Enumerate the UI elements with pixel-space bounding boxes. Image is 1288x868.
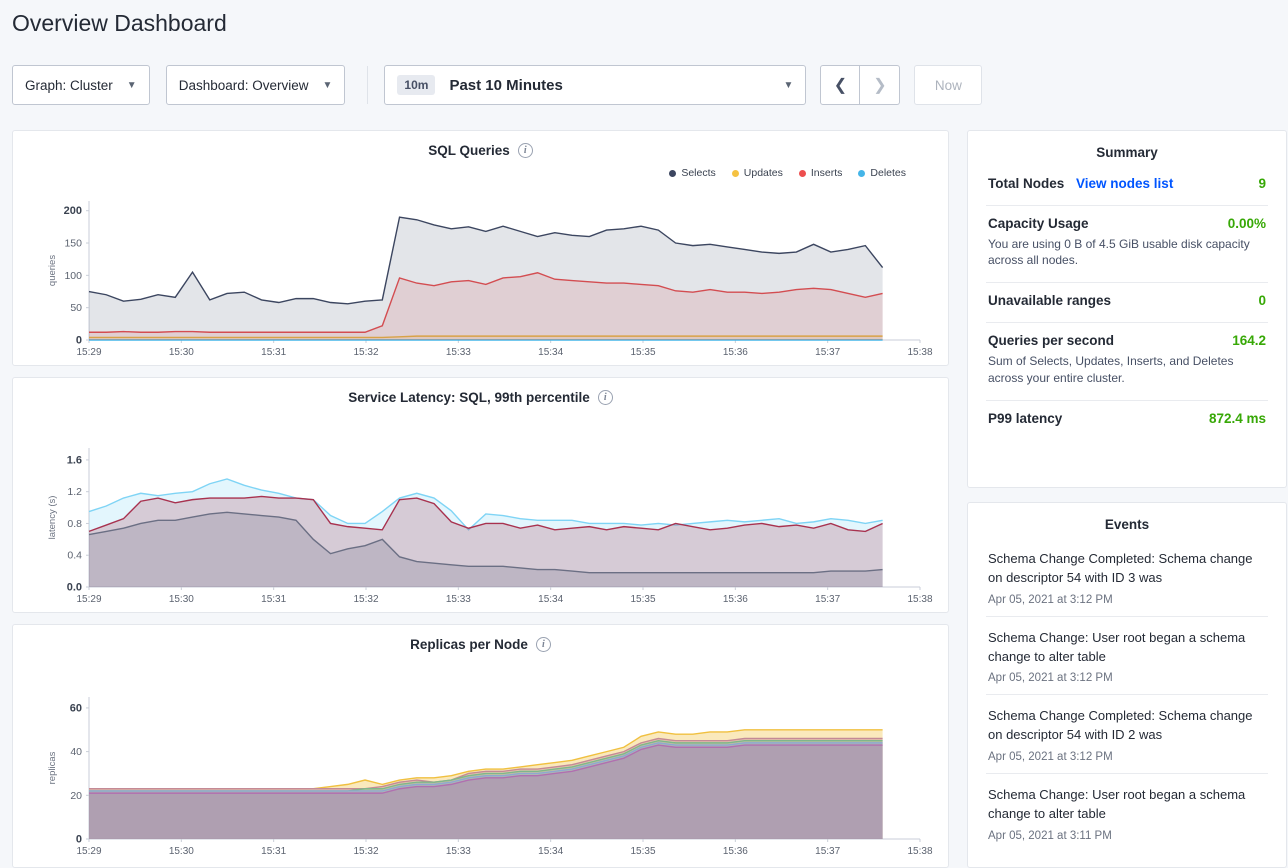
svg-text:15:35: 15:35 [630, 347, 656, 358]
svg-text:15:37: 15:37 [815, 347, 841, 358]
legend-item-inserts[interactable] [799, 167, 843, 179]
chevron-down-icon: ▼ [126, 79, 137, 91]
summary-row-total-nodes [968, 166, 1286, 197]
now-button-label: Now [934, 77, 962, 93]
svg-text:200: 200 [63, 205, 82, 218]
legend-color-swatch [858, 170, 865, 177]
svg-text:15:33: 15:33 [445, 594, 471, 605]
legend-color-swatch [799, 170, 806, 177]
svg-text:15:30: 15:30 [168, 347, 194, 358]
svg-text:1.6: 1.6 [66, 454, 82, 467]
time-range-label: Past 10 Minutes [449, 76, 563, 94]
summary-row-value: 0.00% [1227, 216, 1266, 231]
svg-text:15:36: 15:36 [722, 594, 748, 605]
chart-title-text: Replicas per Node [410, 637, 528, 652]
info-icon[interactable]: i [598, 390, 613, 405]
event-timestamp: Apr 05, 2021 at 3:11 PM [988, 829, 1112, 842]
page-title: Overview Dashboard [12, 10, 227, 36]
list-item[interactable] [968, 538, 1286, 616]
chart-title-sql-queries [13, 131, 948, 158]
svg-text:40: 40 [70, 746, 82, 759]
svg-text:15:35: 15:35 [630, 594, 656, 605]
info-icon[interactable]: i [536, 637, 551, 652]
svg-text:15:38: 15:38 [907, 347, 933, 358]
event-timestamp: Apr 05, 2021 at 3:12 PM [988, 593, 1113, 606]
svg-text:15:35: 15:35 [630, 846, 656, 857]
legend-color-swatch [669, 170, 676, 177]
legend-item-selects[interactable] [669, 167, 715, 179]
chevron-down-icon: ▼ [783, 79, 794, 91]
graph-select[interactable] [12, 65, 150, 105]
summary-row-p99-latency [968, 401, 1286, 432]
chart-legend-sql-queries [669, 167, 906, 179]
chevron-down-icon: ▼ [322, 79, 333, 91]
svg-text:15:32: 15:32 [353, 347, 379, 358]
now-button[interactable] [914, 65, 982, 105]
graph-select-label: Graph: Cluster [25, 77, 113, 93]
summary-panel [967, 130, 1287, 488]
summary-row-unavailable-ranges [968, 283, 1286, 314]
chart-card-service-latency [12, 377, 949, 613]
events-title: Events [1104, 517, 1150, 532]
event-timestamp: Apr 05, 2021 at 3:12 PM [988, 672, 1113, 685]
list-item[interactable] [968, 774, 1286, 852]
svg-text:replicas: replicas [47, 751, 58, 785]
summary-row-label: Capacity Usage [988, 216, 1089, 231]
svg-text:15:36: 15:36 [722, 846, 748, 857]
svg-text:15:38: 15:38 [907, 846, 933, 857]
legend-label: Deletes [870, 167, 906, 179]
svg-text:15:33: 15:33 [445, 347, 471, 358]
svg-text:20: 20 [70, 789, 82, 802]
chart-title-service-latency [13, 378, 948, 405]
summary-row-sub: Sum of Selects, Updates, Inserts, and Deletes across your entire cluster. [988, 354, 1234, 385]
svg-text:15:33: 15:33 [445, 846, 471, 857]
svg-text:1.2: 1.2 [67, 486, 82, 499]
toolbar [0, 60, 1288, 110]
info-icon[interactable]: i [518, 143, 533, 158]
svg-text:15:34: 15:34 [538, 347, 564, 358]
chart-plot-service-latency[interactable] [13, 436, 950, 611]
summary-title: Summary [1096, 145, 1158, 160]
svg-text:15:30: 15:30 [168, 594, 194, 605]
time-range-badge: 10m [397, 75, 435, 95]
summary-row-value: 0 [1258, 293, 1266, 309]
summary-row-sub: You are using 0 B of 4.5 GiB usable disk capacity across all nodes. [988, 237, 1250, 268]
summary-row-label: Queries per second [988, 333, 1115, 349]
prev-range-button[interactable]: ❮ [820, 65, 860, 105]
svg-text:100: 100 [64, 269, 82, 282]
summary-row-value: 9 [1258, 176, 1266, 191]
time-range-picker[interactable] [384, 65, 806, 105]
svg-text:15:32: 15:32 [353, 594, 379, 605]
legend-color-swatch [732, 170, 739, 177]
svg-text:0.4: 0.4 [67, 549, 82, 562]
chart-title-text: SQL Queries [428, 143, 510, 158]
legend-label: Selects [681, 167, 716, 179]
svg-text:50: 50 [70, 302, 82, 315]
chart-card-replicas-per-node [12, 624, 949, 868]
svg-text:0: 0 [75, 833, 82, 846]
svg-text:60: 60 [69, 702, 82, 715]
svg-text:15:34: 15:34 [538, 594, 564, 605]
svg-text:15:38: 15:38 [907, 594, 933, 605]
summary-row-queries-per-second [968, 323, 1286, 391]
list-item[interactable] [968, 695, 1286, 773]
chart-card-sql-queries [12, 130, 949, 366]
dashboard-select-label: Dashboard: Overview [178, 77, 309, 93]
legend-label: Inserts [810, 167, 843, 179]
svg-text:latency (s): latency (s) [47, 495, 58, 540]
chart-plot-sql-queries[interactable] [13, 189, 950, 364]
svg-text:15:32: 15:32 [353, 846, 379, 857]
legend-item-deletes[interactable] [858, 167, 906, 179]
list-item[interactable] [968, 617, 1286, 695]
event-text: Schema Change: User root began a schema change to alter table [988, 629, 1246, 664]
view-nodes-list-link[interactable]: View nodes list [1076, 176, 1174, 191]
legend-label: Updates [743, 167, 783, 179]
svg-text:0.8: 0.8 [67, 517, 82, 530]
svg-text:0: 0 [75, 334, 82, 347]
summary-row-label: P99 latency [988, 410, 1063, 426]
svg-text:15:29: 15:29 [76, 846, 102, 857]
event-text: Schema Change Completed: Schema change on descriptor 54 with ID 2 was [988, 708, 1253, 743]
svg-text:15:30: 15:30 [168, 846, 194, 857]
event-timestamp: Apr 05, 2021 at 3:12 PM [988, 751, 1113, 764]
svg-text:15:36: 15:36 [722, 347, 748, 358]
next-range-button[interactable]: ❯ [860, 65, 900, 105]
events-panel [967, 502, 1287, 868]
chart-title-replicas-per-node [13, 625, 948, 652]
dashboard-select[interactable] [166, 65, 346, 105]
svg-text:queries: queries [47, 254, 58, 287]
svg-text:15:29: 15:29 [76, 594, 102, 605]
chart-title-text: Service Latency: SQL, 99th percentile [348, 390, 590, 405]
event-text: Schema Change: User root began a schema change to alter table [988, 787, 1246, 821]
summary-row-value: 164.2 [1232, 333, 1266, 349]
svg-text:15:37: 15:37 [815, 846, 841, 857]
chart-plot-replicas-per-node[interactable] [13, 683, 950, 863]
time-nav-buttons [820, 65, 900, 105]
summary-row-capacity-usage [968, 206, 1286, 274]
summary-row-value: 872.4 ms [1208, 410, 1266, 426]
svg-text:15:31: 15:31 [261, 594, 287, 605]
svg-text:15:34: 15:34 [538, 846, 564, 857]
summary-row-label: Total Nodes [988, 176, 1065, 191]
svg-text:150: 150 [64, 237, 82, 250]
svg-text:0.0: 0.0 [66, 581, 82, 594]
legend-item-updates[interactable] [732, 167, 783, 179]
svg-text:15:29: 15:29 [76, 347, 102, 358]
event-text: Schema Change Completed: Schema change on descriptor 54 with ID 3 was [988, 551, 1253, 585]
svg-text:15:31: 15:31 [261, 846, 287, 857]
summary-row-label: Unavailable ranges [988, 293, 1112, 309]
toolbar-divider [367, 66, 368, 104]
svg-text:15:37: 15:37 [815, 594, 841, 605]
svg-text:15:31: 15:31 [261, 347, 287, 358]
